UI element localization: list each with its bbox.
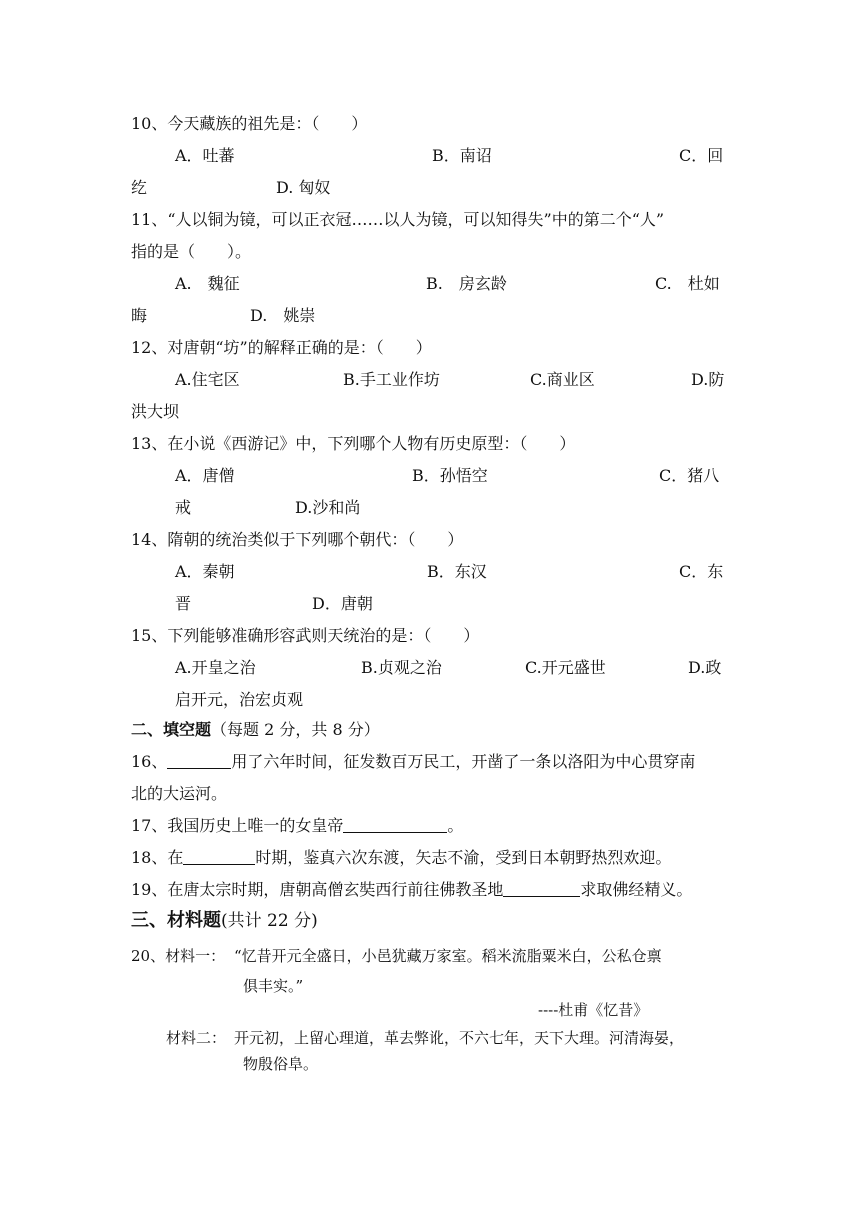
answer-blank[interactable] <box>343 816 447 833</box>
question-16-line2: 北的大运河。 <box>131 784 228 803</box>
question-18 <box>131 848 671 868</box>
question-16-text: 用了六年时间，征发数百万民工，开凿了一条以洛阳为中心贯穿南 <box>231 752 696 771</box>
material-1-text: “忆昔开元全盛日，小邑犹藏万家室。稻米流脂粟米白，公私仓禀 <box>234 947 662 965</box>
question-17-text: 17、我国历史上唯一的女皇帝 <box>131 816 344 835</box>
q14-option-d: D．唐朝 <box>312 594 373 613</box>
question-17-end: 。 <box>447 816 464 835</box>
question-10-stem: 10、今天藏族的祖先是：（ ） <box>131 114 368 133</box>
section-2-heading <box>131 720 380 740</box>
q12-option-a: A.住宅区 <box>175 370 240 389</box>
q10-option-c: C．回 <box>679 146 724 165</box>
q10-option-b: B．南诏 <box>432 146 492 165</box>
question-18-text: 18、在 <box>131 848 184 867</box>
q11-option-b: B. 房玄龄 <box>426 274 507 293</box>
section-2-note: （每题 2 分，共 8 分） <box>211 720 380 739</box>
question-11-stem: 11、“人以铜为镜，可以正衣冠……以人为镜，可以知得失”中的第二个“人” <box>131 210 665 229</box>
q14-option-c-continued: 晋 <box>175 594 192 613</box>
q10-option-a: A．吐蕃 <box>175 146 235 165</box>
q13-option-b: B．孙悟空 <box>412 466 488 485</box>
q15-option-b: B.贞观之治 <box>361 658 442 677</box>
q12-option-b: B.手工业作坊 <box>343 370 440 389</box>
question-13-stem: 13、在小说《西游记》中，下列哪个人物有历史原型：（ ） <box>131 434 576 453</box>
question-19 <box>131 880 692 900</box>
answer-blank[interactable] <box>503 880 580 897</box>
section-3-note: (共计 22 分) <box>221 911 318 931</box>
answer-blank[interactable] <box>167 752 231 769</box>
material-1-text-line2: 俱丰实。” <box>243 977 304 995</box>
material-2-text-line2: 物殷俗阜。 <box>243 1055 319 1073</box>
section-3-title: 三、材料题 <box>131 910 221 931</box>
material-2-text: 开元初，上留心理道，革去弊讹，不六七年，天下大理。河清海晏， <box>234 1029 685 1047</box>
question-19-end: 求取佛经精义。 <box>580 880 693 899</box>
answer-blank[interactable] <box>183 848 255 865</box>
question-18-end: 时期，鉴真六次东渡，矢志不渝，受到日本朝野热烈欢迎。 <box>255 848 672 867</box>
q13-option-a: A．唐僧 <box>175 466 235 485</box>
q12-option-d-continued: 洪大坝 <box>131 402 180 421</box>
q12-option-c: C.商业区 <box>530 370 595 389</box>
question-12-stem: 12、对唐朝“坊”的解释正确的是：（ ） <box>131 338 432 357</box>
q15-option-c: C.开元盛世 <box>525 658 606 677</box>
section-3-heading <box>131 911 318 931</box>
material-1-source: ----杜甫《忆昔》 <box>538 1001 649 1019</box>
q15-option-d: D.政 <box>688 658 722 677</box>
question-15-stem: 15、下列能够准确形容武则天统治的是：（ ） <box>131 626 480 645</box>
q14-option-b: B．东汉 <box>427 562 487 581</box>
q13-option-c-continued: 戒 <box>175 498 192 517</box>
q10-option-c-continued: 纥 <box>131 178 148 197</box>
q11-option-c-continued: 晦 <box>131 306 148 325</box>
question-14-stem: 14、隋朝的统治类似于下列哪个朝代：（ ） <box>131 530 464 549</box>
q14-option-c: C．东 <box>679 562 724 581</box>
q12-option-d: D.防 <box>691 370 725 389</box>
q14-option-a: A．秦朝 <box>175 562 235 581</box>
question-16-number: 16、 <box>131 752 168 771</box>
q13-option-d: D.沙和尚 <box>295 498 361 517</box>
material-2-label: 材料二： <box>166 1029 227 1047</box>
q11-option-d: D. 姚崇 <box>250 306 316 325</box>
question-17 <box>131 816 463 836</box>
q15-option-a: A.开皇之治 <box>175 658 256 677</box>
q10-option-d: D. 匈奴 <box>276 178 331 197</box>
question-19-text: 19、在唐太宗时期，唐朝高僧玄奘西行前往佛教圣地 <box>131 880 504 899</box>
q11-option-c: C. 杜如 <box>655 274 720 293</box>
q15-option-d-continued: 启开元，治宏贞观 <box>175 690 304 709</box>
q11-option-a: A. 魏征 <box>175 274 240 293</box>
material-1-label: 20、材料一： <box>131 947 226 965</box>
question-11-stem-line2: 指的是（ ）。 <box>131 242 252 261</box>
question-16 <box>131 752 695 772</box>
q13-option-c: C．猪八 <box>659 466 720 485</box>
section-2-title: 二、填空题 <box>131 720 212 739</box>
